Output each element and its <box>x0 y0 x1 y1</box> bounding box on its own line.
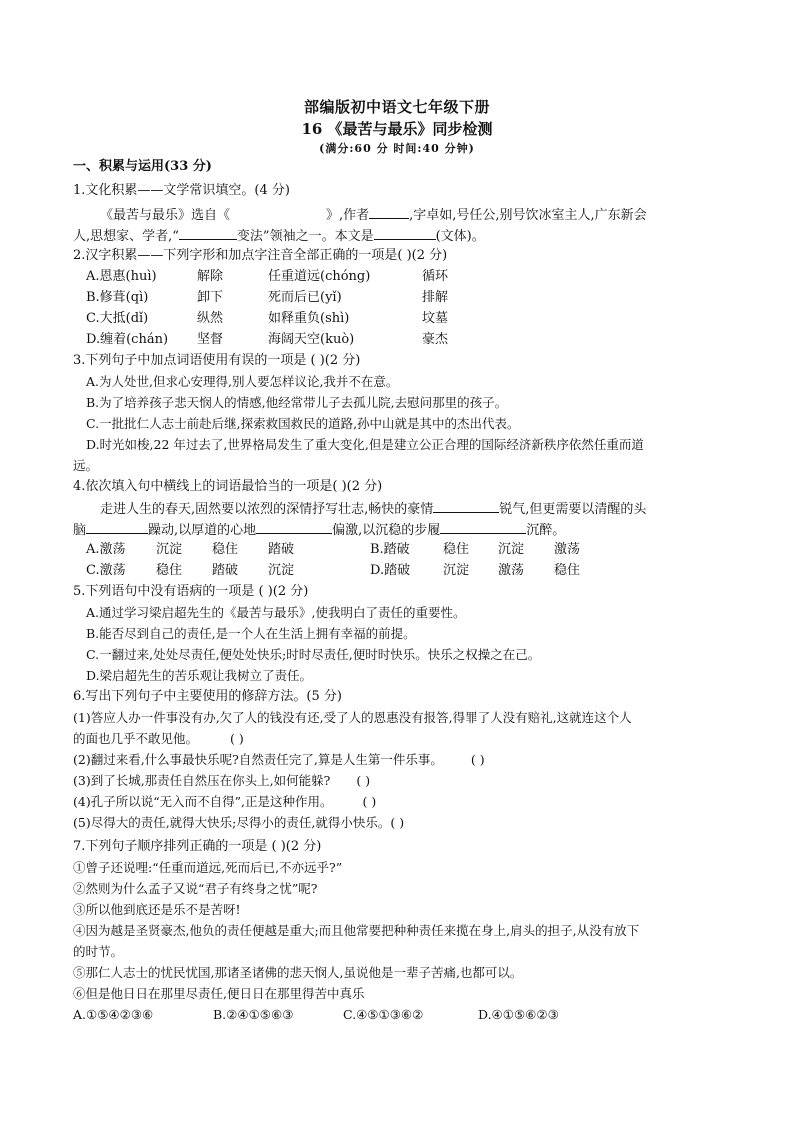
q1-blank-author[interactable] <box>369 205 409 219</box>
q2-option-c-1: C.大抵(dǐ) <box>86 311 149 326</box>
q3-option-d: D.时光如梭,22 年过去了,世界格局发生了重大变化,但是建立公正合理的国际经济新秩序依然任重而道 <box>86 437 644 452</box>
q5-option-a: A.通过学习梁启超先生的《最苦与最乐》,使我明白了责任的重要性。 <box>86 605 466 620</box>
q6-answer-4[interactable]: ( ) <box>362 794 377 809</box>
q1-blank-book[interactable] <box>230 206 326 219</box>
q5-option-b: B.能否尽到自己的责任,是一个人在生活上拥有幸福的前提。 <box>86 626 416 641</box>
q6-sentence-4 <box>73 793 376 811</box>
q4-option-b-3: 沉淀 <box>498 542 525 557</box>
q4-text-e: 偏激,以沉稳的步履 <box>332 523 441 538</box>
q5-option-d: D.梁启超先生的苦乐观让我树立了责任。 <box>86 668 313 683</box>
q7-item-5: ⑤那仁人志士的忧民忧国,那诸圣诸佛的悲天悯人,虽说他是一辈子苦痛,也都可以。 <box>73 965 523 980</box>
q7-item-4: ④因为越是圣贤豪杰,他负的责任便越是重大;而且他常要把种种责任来揽在身上,肩头的担子,从没有放下 <box>73 923 640 938</box>
q2-option-c-3: 如释重负(shì) <box>268 311 350 326</box>
q2-option-a-3: 任重道远(chóng) <box>268 269 371 284</box>
q1-blank-genre[interactable] <box>374 226 436 240</box>
q4-option-b-1: B.踏破 <box>370 542 410 557</box>
q6-answer-1[interactable]: ( ) <box>230 731 244 746</box>
question-3-stem: 3.下列句子中加点词语使用有误的一项是 ( )(2 分) <box>73 353 361 368</box>
q4-blank-4[interactable] <box>440 520 526 534</box>
q4-option-c-3: 踏破 <box>212 563 239 578</box>
score-time-info: (满分:60 分 时间:40 分钟) <box>319 142 475 155</box>
q4-passage-line-1 <box>100 499 646 519</box>
q5-option-c: C.一翻过来,处处尽责任,便处处快乐;时时尽责任,便时时快乐。快乐之权操之在己。 <box>86 647 541 662</box>
question-7-stem: 7.下列句子顺序排列正确的一项是 ( )(2 分) <box>73 839 322 854</box>
q7-item-3: ③所以他到底还是乐不是苦呀! <box>73 902 241 917</box>
q3-option-d-cont: 远。 <box>73 458 99 473</box>
q4-option-c-2: 稳住 <box>156 563 183 578</box>
q2-option-d-3: 海阔天空(kuò) <box>268 332 355 347</box>
q2-option-c-2: 纵然 <box>197 311 224 326</box>
q7-item-2: ②然则为什么孟子又说“君子有终身之忧”呢? <box>73 881 318 896</box>
q4-option-d-2: 沉淀 <box>443 563 470 578</box>
page-title: 部编版初中语文七年级下册 <box>303 98 490 116</box>
q4-option-d-1: D.踏破 <box>370 563 411 578</box>
q4-option-a-4: 踏破 <box>268 542 295 557</box>
q6-sentence-1-cont <box>73 730 244 748</box>
q6-answer-3[interactable]: ( ) <box>356 773 371 788</box>
q7-option-a: A.①⑤④②③⑥ <box>73 1007 154 1022</box>
q3-option-a: A.为人处世,但求心安理得,别人要怎样议论,我并不在意。 <box>86 374 399 389</box>
q2-option-d-2: 坚督 <box>197 332 224 347</box>
q4-text-b: 锐气,但更需要以清醒的头 <box>499 502 647 517</box>
q2-option-d-1: D.缠着(chán) <box>86 332 169 347</box>
q2-option-b-3: 死而后已(yǐ) <box>268 290 342 305</box>
question-5-stem: 5.下列语句中没有语病的一项是 ( )(2 分) <box>73 584 309 599</box>
q2-option-c-4: 坟墓 <box>422 311 449 326</box>
q1-text-f: (文体)。 <box>435 229 485 244</box>
q2-option-b-2: 卸下 <box>197 290 224 305</box>
q6-sentence-4-text: (4)孔子所以说“无入而不自得”,正是这种作用。 <box>73 794 333 809</box>
q6-sentence-3-text: (3)到了长城,那责任自然压在你头上,如何能躲? <box>73 773 331 788</box>
q4-option-c-1: C.激荡 <box>86 563 126 578</box>
q1-text-b: 》,作者 <box>326 208 370 223</box>
q4-text-f: 沉醉。 <box>526 523 566 538</box>
q1-text-d: 人,思想家、学者,“ <box>73 229 179 244</box>
q1-text-e: 变法”领袖之一。本文是 <box>236 229 374 244</box>
q4-option-c-4: 沉淀 <box>268 563 295 578</box>
q4-text-a: 走进人生的春天,固然要以浓烈的深情抒写壮志,畅快的豪情 <box>100 502 434 517</box>
q6-sentence-2 <box>73 751 485 769</box>
q2-option-b-1: B.修葺(qì) <box>86 290 149 305</box>
q6-sentence-1-text: 的面也几乎不敢见他。 <box>73 731 199 746</box>
section-heading: 一、积累与运用(33 分) <box>73 159 212 174</box>
question-1-stem: 1.文化积累——文学常识填空。(4 分) <box>73 183 290 198</box>
q6-sentence-3 <box>73 772 370 790</box>
q2-option-a-4: 循环 <box>422 269 449 284</box>
question-1-line-1 <box>100 205 647 225</box>
q4-passage-line-2 <box>73 520 565 540</box>
q3-option-c: C.一批批仁人志士前赴后继,探索救国救民的道路,孙中山就是其中的杰出代表。 <box>86 416 520 431</box>
q4-blank-2[interactable] <box>86 520 148 534</box>
question-2-stem: 2.汉字积累——下列字形和加点字注音全部正确的一项是( )(2 分) <box>73 248 448 263</box>
q7-item-6: ⑥但是他日日在那里尽责任,便日日在那里得苦中真乐 <box>73 986 365 1001</box>
q1-text-c: ,字卓如,号任公,别号饮冰室主人,广东新会 <box>409 208 647 223</box>
q4-option-b-2: 稳住 <box>443 542 470 557</box>
q6-sentence-1: (1)答应人办一件事没有办,欠了人的钱没有还,受了人的恩惠没有报答,得罪了人没有赔礼,这就连这个人 <box>73 710 632 725</box>
q6-answer-2[interactable]: ( ) <box>470 752 485 767</box>
q6-sentence-2-text: (2)翻过来看,什么事最快乐呢?自然责任完了,算是人生第一件乐事。 <box>73 752 443 767</box>
q6-sentence-5: (5)尽得大的责任,就得大快乐;尽得小的责任,就得小快乐。( ) <box>73 815 405 830</box>
q7-option-b: B.②④①⑤⑥③ <box>213 1007 294 1022</box>
q2-option-a-2: 解除 <box>197 269 224 284</box>
q1-blank-reform[interactable] <box>179 226 237 240</box>
q3-option-b: B.为了培养孩子悲天悯人的情感,他经常带儿子去孤儿院,去慰问那里的孩子。 <box>86 395 508 410</box>
q4-blank-1[interactable] <box>433 499 499 513</box>
q7-option-d: D.④①⑤⑥②③ <box>478 1007 559 1022</box>
page-subtitle: 16 《最苦与最乐》同步检测 <box>301 120 493 138</box>
q4-option-d-4: 稳住 <box>554 563 581 578</box>
q4-text-c: 脑 <box>73 523 87 538</box>
q7-item-1: ①曾子还说哩:“任重而道远,死而后已,不亦远乎?” <box>73 860 343 875</box>
q4-option-b-4: 激荡 <box>554 542 581 557</box>
q2-option-a-1: A.恩惠(huì) <box>86 269 157 284</box>
q4-option-a-3: 稳住 <box>212 542 239 557</box>
q7-option-c: C.④⑤①③⑥② <box>343 1007 424 1022</box>
q1-text-a: 《最苦与最乐》选自《 <box>100 208 231 223</box>
q4-option-a-1: A.激荡 <box>86 542 126 557</box>
q2-option-d-4: 豪杰 <box>422 332 449 347</box>
question-1-line-2 <box>73 226 485 246</box>
q2-option-b-4: 排解 <box>422 290 449 305</box>
question-6-stem: 6.写出下列句子中主要使用的修辞方法。(5 分) <box>73 689 342 704</box>
q4-option-d-3: 激荡 <box>498 563 525 578</box>
q4-text-d: 躁动,以厚道的心地 <box>148 523 257 538</box>
q4-option-a-2: 沉淀 <box>156 542 183 557</box>
question-4-stem: 4.依次填入句中横线上的词语最恰当的一项是( )(2 分) <box>73 479 383 494</box>
q4-blank-3[interactable] <box>256 520 332 534</box>
q7-item-4-cont: 的时节。 <box>73 944 124 959</box>
